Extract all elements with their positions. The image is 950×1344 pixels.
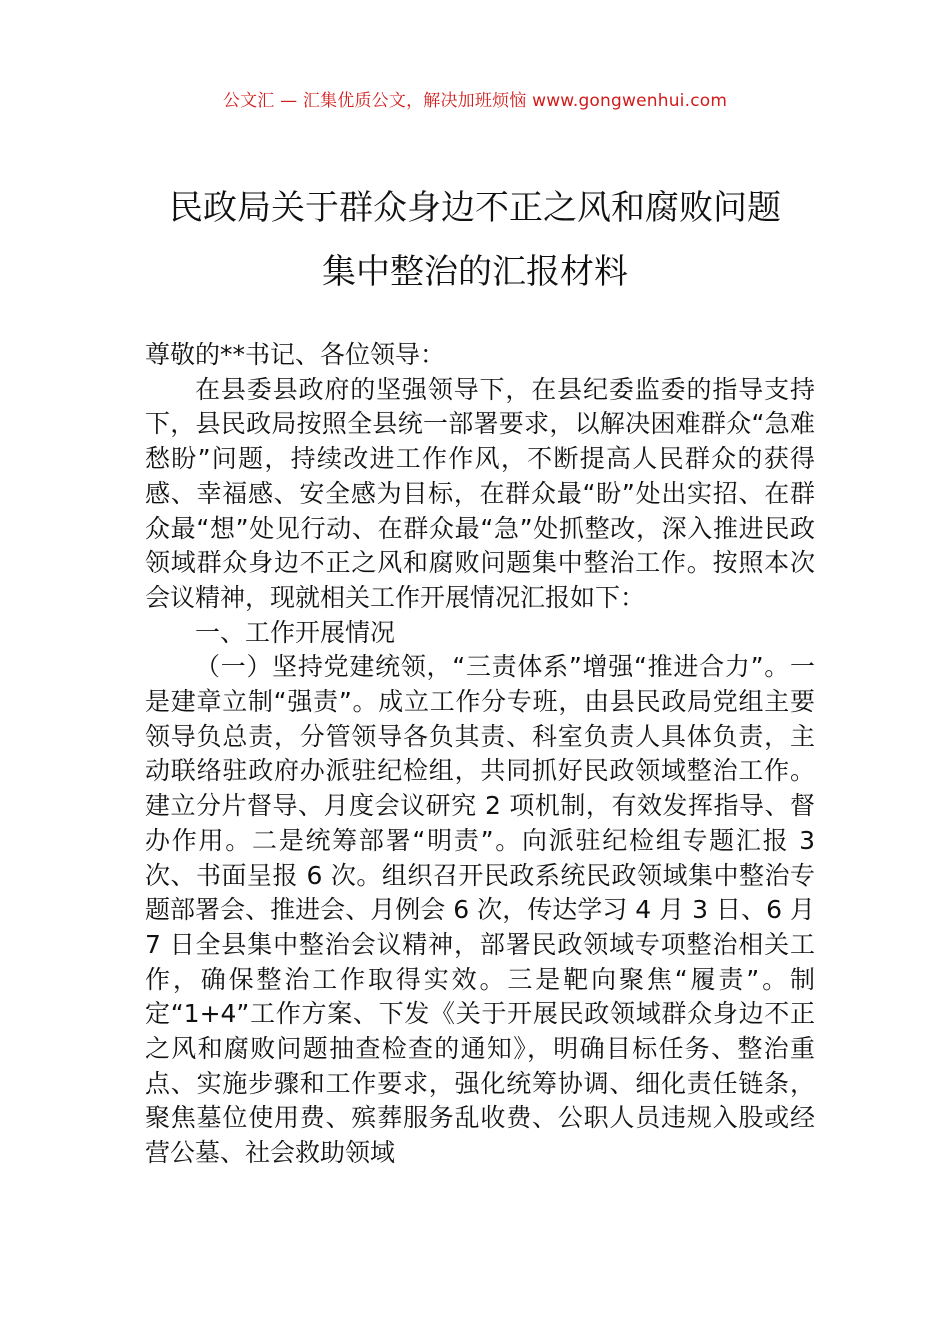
paragraph-section-1-1: （一）坚持党建统领，“三责体系”增强“推进合力”。一是建章立制“强责”。成立工作分专班，由县民政局党组主要领导负总责，分管领导各负其责、科室负责人具体负责，主动联络驻政府办派驻纪检组，共同抓好民政领域整治工作。建立分片督导、月度会议研究 2 项机制，有效发挥指导、督办作用。二是统筹部署“明责”。向派驻纪检组专题汇报 3 次、书面呈报 6 次。组织召开民政系统民政领域集中整治专题部署会、推进会、月例会 6 次，传达学习 4 月 3 日、6 月 7 日全县集中整治会议精神，部署民政领域专项整治相关工作，确保整治工作取得实效。三是靶向聚焦“履责”。制定“1+4”工作方案、下发《关于开展民政领域群众身边不正之风和腐败问题抽查检查的通知》，明确目标任务、整治重点、实施步骤和工作要求，强化统筹协调、细化责任链条，聚焦墓位使用费、殡葬服务乱收费、公职人员违规入股或经营公墓、社会救助领域 — [145, 652, 815, 1168]
title-line-1: 民政局关于群众身边不正之风和腐败问题 — [169, 188, 781, 228]
header-banner: 公文汇 — 汇集优质公文，解决加班烦恼 www.gongwenhui.com — [222, 91, 728, 111]
salutation: 尊敬的**书记、各位领导： — [145, 340, 446, 369]
title-line-2: 集中整治的汇报材料 — [322, 252, 628, 292]
document-title — [0, 176, 950, 304]
section-heading-1: 一、工作开展情况 — [195, 617, 396, 647]
document-body — [145, 338, 815, 1171]
paragraph-intro: 在县委县政府的坚强领导下，在县纪委监委的指导支持下，县民政局按照全县统一部署要求，以解决困难群众“急难愁盼”问题，持续改进工作作风，不断提高人民群众的获得感、幸福感、安全感为目标，在群众最“盼”处出实招、在群众最“想”处见行动、在群众最“急”处抓整改，深入推进民政领域群众身边不正之风和腐败问题集中整治工作。按照本次会议精神，现就相关工作开展情况汇报如下： — [145, 374, 815, 612]
